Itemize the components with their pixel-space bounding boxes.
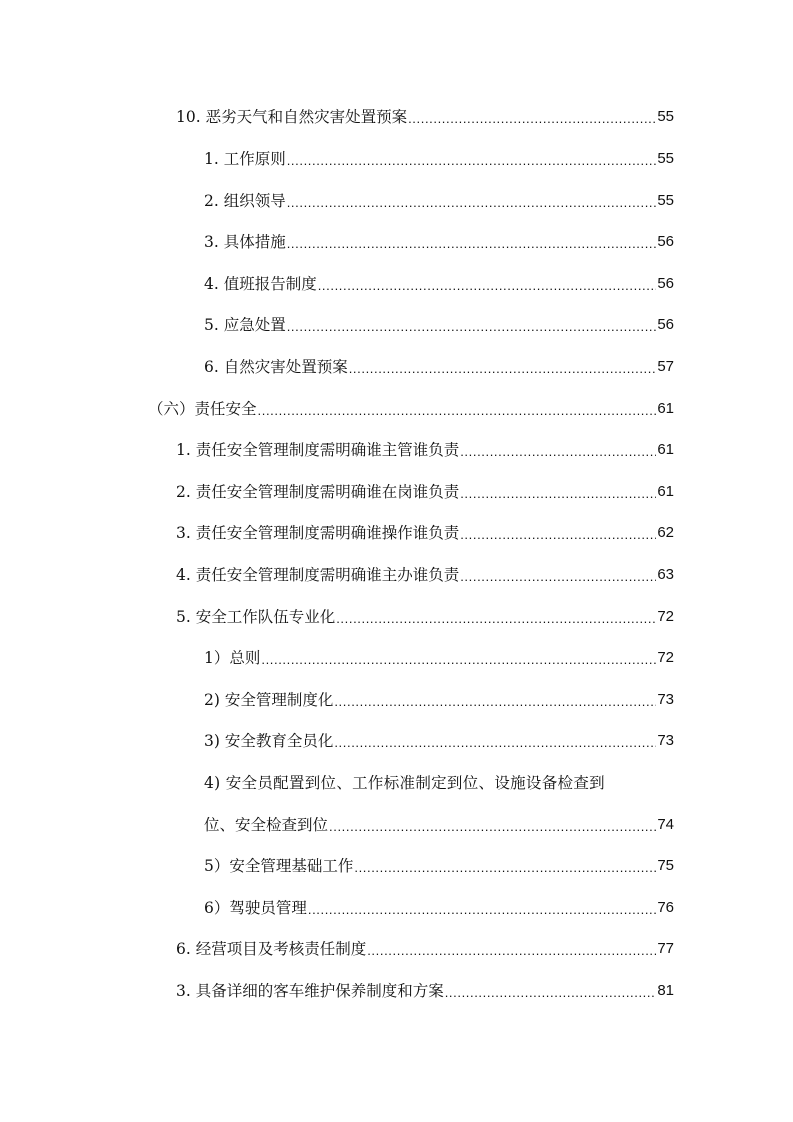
dot-leader bbox=[367, 937, 656, 961]
toc-entry-page: 72 bbox=[657, 649, 674, 666]
dot-leader bbox=[408, 105, 656, 129]
toc-entry[interactable] bbox=[204, 854, 674, 878]
toc-entry[interactable] bbox=[204, 813, 674, 837]
toc-entry[interactable] bbox=[176, 605, 674, 629]
toc-entry-page: 63 bbox=[657, 566, 674, 583]
toc-entry-page: 56 bbox=[657, 275, 674, 292]
toc-entry-title: 1）总则 bbox=[204, 649, 261, 667]
toc-entry-page: 76 bbox=[657, 899, 674, 916]
dot-leader bbox=[334, 729, 656, 753]
toc-entry[interactable] bbox=[176, 979, 674, 1003]
dot-leader bbox=[261, 646, 656, 670]
toc-entry-page: 73 bbox=[657, 691, 674, 708]
toc-entry-page: 77 bbox=[657, 940, 674, 957]
toc-entry-title-line1[interactable]: 4) 安全员配置到位、工作标准制定到位、设施设备检查到 bbox=[204, 774, 605, 792]
toc-entry-page: 61 bbox=[657, 400, 674, 417]
toc-entry[interactable] bbox=[176, 438, 674, 462]
dot-leader bbox=[336, 605, 656, 629]
toc-entry-page: 55 bbox=[657, 150, 674, 167]
toc-entry[interactable] bbox=[204, 896, 674, 920]
toc-entry-title: 3) 安全教育全员化 bbox=[204, 732, 334, 750]
toc-entry-title: 2. 组织领导 bbox=[204, 192, 286, 210]
dot-leader bbox=[329, 813, 656, 837]
dot-leader bbox=[460, 480, 656, 504]
toc-entry[interactable] bbox=[204, 272, 674, 296]
toc-entry[interactable] bbox=[148, 397, 674, 421]
toc-entry-title: 4. 值班报告制度 bbox=[204, 275, 317, 293]
toc-entry-page: 74 bbox=[657, 816, 674, 833]
toc-entry-page: 62 bbox=[657, 524, 674, 541]
toc-entry-page: 55 bbox=[657, 108, 674, 125]
toc-entry-title: 6. 自然灾害处置预案 bbox=[204, 358, 348, 376]
toc-entry-title: 2) 安全管理制度化 bbox=[204, 691, 334, 709]
toc-entry-page: 72 bbox=[657, 608, 674, 625]
dot-leader bbox=[287, 313, 657, 337]
toc-entry-title: 5. 安全工作队伍专业化 bbox=[176, 608, 336, 626]
dot-leader bbox=[460, 563, 656, 587]
toc-entry[interactable] bbox=[204, 189, 674, 213]
toc-entry-title: 3. 责任安全管理制度需明确谁操作谁负责 bbox=[176, 524, 460, 542]
toc-entry-title: 3. 具备详细的客车维护保养制度和方案 bbox=[176, 982, 444, 1000]
toc-entry[interactable] bbox=[204, 147, 674, 171]
toc-entry[interactable] bbox=[204, 230, 674, 254]
dot-leader bbox=[460, 521, 656, 545]
dot-leader bbox=[308, 896, 656, 920]
toc-entry-title: 1. 工作原则 bbox=[204, 150, 286, 168]
dot-leader bbox=[354, 854, 656, 878]
toc-entry-page: 75 bbox=[657, 857, 674, 874]
toc-entry[interactable] bbox=[204, 688, 674, 712]
dot-leader bbox=[334, 688, 656, 712]
dot-leader bbox=[258, 397, 657, 421]
toc-entry[interactable] bbox=[176, 521, 674, 545]
dot-leader bbox=[349, 355, 657, 379]
toc-entry-page: 73 bbox=[657, 732, 674, 749]
toc-entry-title: 6. 经营项目及考核责任制度 bbox=[176, 940, 367, 958]
toc-entry-page: 61 bbox=[657, 441, 674, 458]
toc-entry[interactable] bbox=[204, 646, 674, 670]
toc-entry-page: 55 bbox=[657, 192, 674, 209]
toc-entry-page: 57 bbox=[657, 358, 674, 375]
toc-entry-title: 4. 责任安全管理制度需明确谁主办谁负责 bbox=[176, 566, 460, 584]
toc-entry[interactable] bbox=[204, 355, 674, 379]
dot-leader bbox=[287, 230, 657, 254]
toc-entry-title: （六）责任安全 bbox=[148, 400, 257, 418]
toc-entry[interactable] bbox=[204, 313, 674, 337]
toc-entry[interactable] bbox=[176, 937, 674, 961]
toc-entry-title: 6）驾驶员管理 bbox=[204, 899, 307, 917]
dot-leader bbox=[460, 438, 656, 462]
toc-entry-title: 3. 具体措施 bbox=[204, 233, 286, 251]
toc-entry[interactable] bbox=[204, 729, 674, 753]
toc-entry-title: 10. 恶劣天气和自然灾害处置预案 bbox=[176, 108, 408, 126]
toc-entry-page: 56 bbox=[657, 233, 674, 250]
toc-entry[interactable] bbox=[176, 480, 674, 504]
toc-entry[interactable] bbox=[176, 563, 674, 587]
toc-entry-title: 5）安全管理基础工作 bbox=[204, 857, 354, 875]
toc-entry-title-line2: 位、安全检查到位 bbox=[204, 816, 329, 834]
dot-leader bbox=[287, 189, 657, 213]
toc-entry-page: 61 bbox=[657, 483, 674, 500]
toc-entry-title: 5. 应急处置 bbox=[204, 316, 286, 334]
dot-leader bbox=[287, 147, 657, 171]
toc-entry-title: 1. 责任安全管理制度需明确谁主管谁负责 bbox=[176, 441, 460, 459]
toc-entry-title: 2. 责任安全管理制度需明确谁在岗谁负责 bbox=[176, 483, 460, 501]
toc-entry-page: 81 bbox=[657, 982, 674, 999]
dot-leader bbox=[318, 272, 657, 296]
toc-entry[interactable] bbox=[176, 105, 674, 129]
dot-leader bbox=[445, 979, 657, 1003]
toc-entry-page: 56 bbox=[657, 316, 674, 333]
